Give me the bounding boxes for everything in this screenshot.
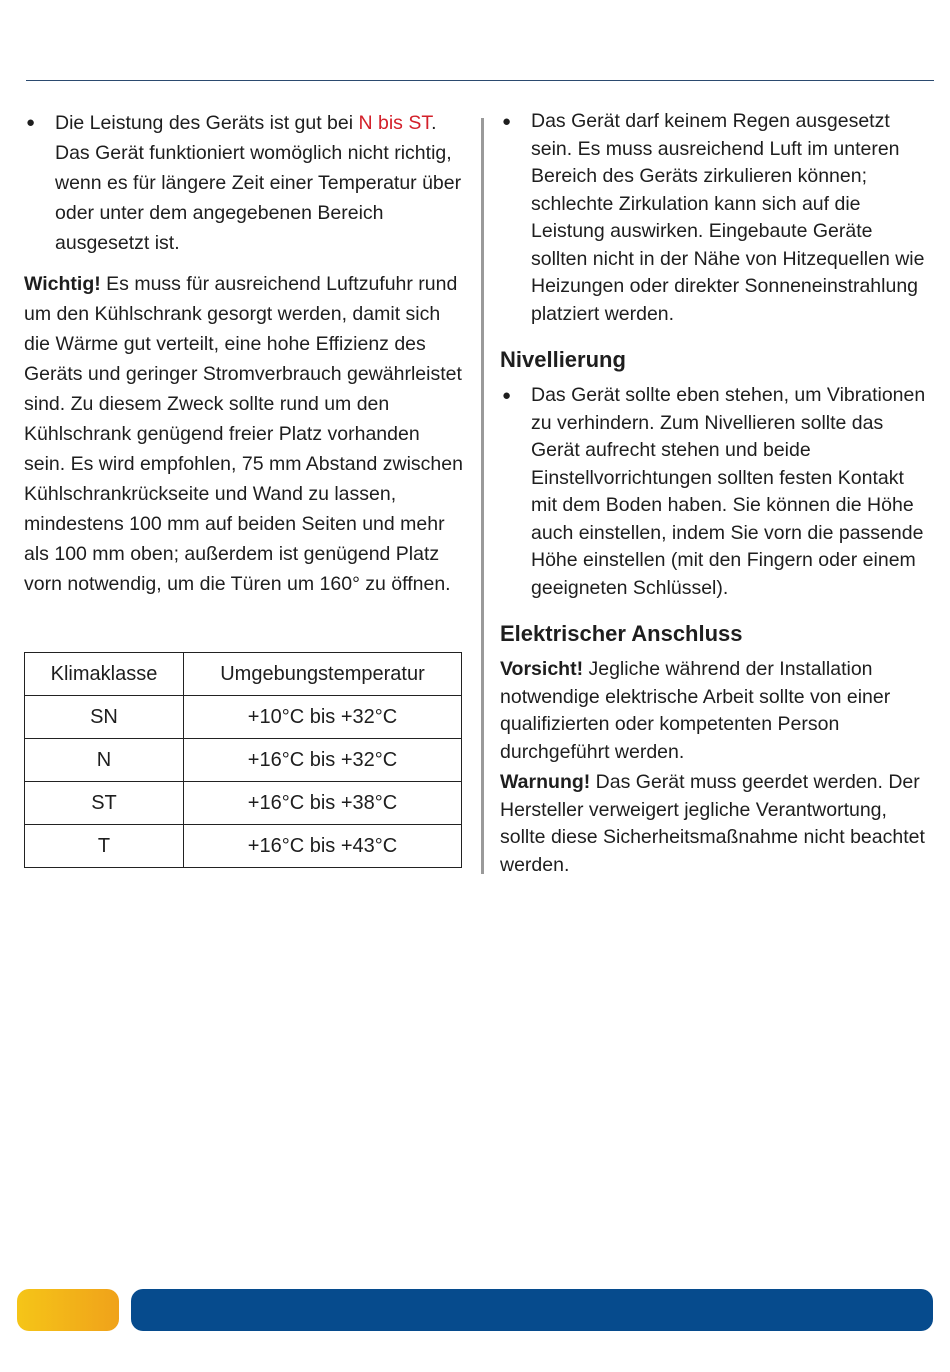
- table-cell-class: N: [25, 739, 184, 782]
- heading-electrical: Elektrischer Anschluss: [500, 621, 743, 646]
- bullet-dot-icon: ●: [502, 387, 512, 404]
- table-cell-temp: +16°C bis +38°C: [184, 782, 462, 825]
- bullet-leveling: [500, 382, 930, 602]
- table-cell-temp: +16°C bis +32°C: [184, 739, 462, 782]
- table-row: [25, 782, 462, 825]
- bullet-dot-icon: ●: [502, 113, 512, 130]
- bullet-text-b: . Das Gerät funktioniert womöglich nicht richtig, wenn es für längere Zeit einer Temperatur über oder unter dem angegebenen Bereich ausgesetzt ist.: [55, 112, 462, 254]
- table-header-row: [25, 653, 462, 696]
- table-row: [25, 739, 462, 782]
- bullet-leveling-text: Das Gerät sollte eben stehen, um Vibrationen zu verhindern. Zum Nivellieren sollte das Gerät aufrecht stehen und beide Einstellvorrichtungen sollten festen Kontakt mit dem Boden haben. Sie können die Höhe auch einstellen, indem Sie vorn die passende Höhe einstellen (mit den Fingern oder einem geeigneten Schlüssel).: [531, 384, 926, 599]
- table-cell-class: SN: [25, 696, 184, 739]
- bullet-dot-icon: ●: [26, 114, 36, 131]
- table-row: [25, 696, 462, 739]
- important-text: Es muss für ausreichend Luftzufuhr rund um den Kühlschrank gesorgt werden, damit sich die Wärme gut verteilt, eine hohe Effizienz des Geräts und geringer Stromverbrauch gewährleistet sind. Zu diesem Zweck sollte rund um den Kühlschrank genügend freier Platz vorhanden sein. Es wird empfohlen, 75 mm Abstand zwischen Kühlschrankrückseite und Wand zu lassen, mindestens 100 mm auf beiden Seiten und mehr als 100 mm oben; außerdem ist genügend Platz vorn notwendig, um die Türen um 160° zu öffnen.: [24, 273, 463, 595]
- caution-paragraph: [500, 656, 930, 766]
- important-label: Wichtig!: [24, 273, 101, 295]
- right-column: [500, 108, 930, 879]
- important-paragraph: [24, 269, 464, 599]
- warning-label: Warnung!: [500, 771, 591, 793]
- climate-range-highlight: N bis ST: [358, 112, 432, 134]
- table-cell-temp: +16°C bis +43°C: [184, 825, 462, 868]
- footer-page-badge: [17, 1289, 119, 1331]
- header-rule: [26, 80, 934, 81]
- heading-leveling: Nivellierung: [500, 347, 626, 372]
- warning-text: Das Gerät muss geerdet werden. Der Hersteller verweigert jegliche Verantwortung, sollte diese Sicherheitsmaßnahme nicht beachtet werden.: [500, 771, 925, 876]
- column-divider: [481, 118, 484, 874]
- table-cell-class: T: [25, 825, 184, 868]
- left-column: [24, 108, 464, 599]
- bullet-text-a: Die Leistung des Geräts ist gut bei: [55, 112, 359, 134]
- header-climate-class: Klimaklasse: [25, 653, 184, 696]
- bullet-rain: [500, 108, 930, 328]
- bullet-rain-text: Das Gerät darf keinem Regen ausgesetzt sein. Es muss ausreichend Luft im unteren Bereich des Geräts zirkulieren können; schlechte Zirkulation kann sich auf die Leistung auswirken. Eingebaute Geräte sollten nicht in der Nähe von Hitzequellen wie Heizungen oder direkter Sonneneinstrahlung platziert werden.: [531, 110, 925, 325]
- caution-text: Jegliche während der Installation notwendige elektrische Arbeit sollte von einer qualifizierten oder kompetenten Person durchgeführt werden.: [500, 658, 891, 763]
- bullet-performance: [24, 108, 464, 258]
- table-cell-temp: +10°C bis +32°C: [184, 696, 462, 739]
- table-row: [25, 825, 462, 868]
- caution-label: Vorsicht!: [500, 658, 584, 680]
- climate-class-table: [24, 652, 462, 868]
- table-cell-class: ST: [25, 782, 184, 825]
- warning-paragraph: [500, 769, 930, 879]
- header-ambient-temp: Umgebungstemperatur: [184, 653, 462, 696]
- footer-bar: [131, 1289, 933, 1331]
